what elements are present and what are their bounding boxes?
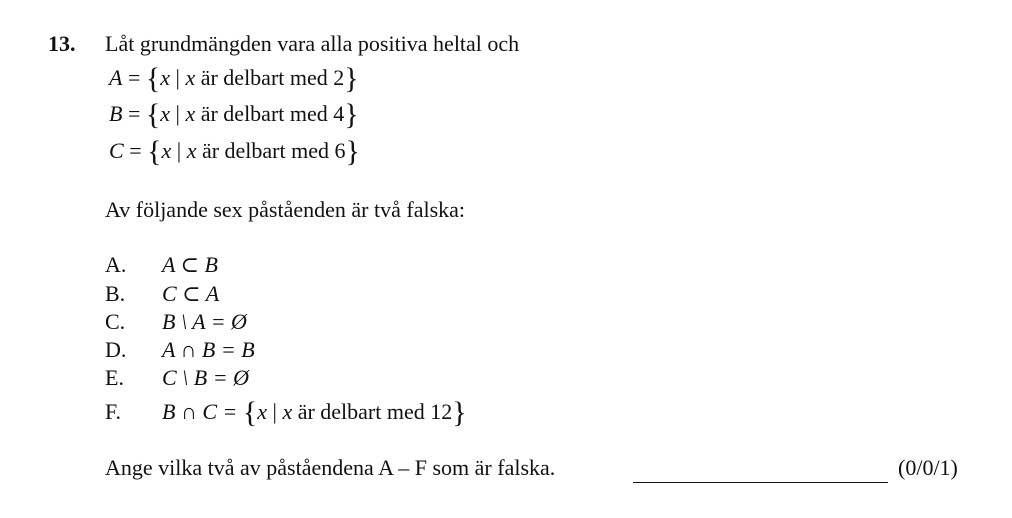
set-separator: | [171, 138, 187, 163]
answer-line[interactable] [633, 482, 888, 483]
close-brace: } [344, 98, 359, 131]
set-condition: är delbart med [196, 138, 335, 163]
option-letter: A. [105, 252, 127, 277]
open-brace: { [147, 135, 162, 168]
equals-sign: = [123, 138, 148, 163]
option-expression: A ∩ B = B [162, 337, 255, 362]
option-letter: F. [105, 399, 121, 424]
option-expression: C ⊂ A [162, 281, 220, 306]
points-label: (0/0/1) [898, 455, 958, 480]
set-condition: är delbart med [195, 101, 334, 126]
set-divisor: 2 [333, 65, 345, 90]
option-expression: A ⊂ B [162, 252, 218, 277]
set-name: A [109, 65, 123, 90]
option-letter: C. [105, 309, 126, 334]
set-separator: | [170, 65, 186, 90]
option-c [105, 309, 247, 335]
option-expression: B ∩ C = [162, 399, 243, 424]
set-variable: x [257, 399, 268, 424]
equals-sign: = [122, 101, 146, 126]
set-variable: x [185, 101, 196, 126]
set-divisor: 4 [333, 101, 345, 126]
set-variable: x [186, 138, 197, 163]
statement-intro: Av följande sex påståenden är två falska: [105, 197, 466, 222]
set-condition: är delbart med [195, 65, 334, 90]
set-definition-c [109, 135, 360, 169]
set-separator: | [170, 101, 186, 126]
set-condition: är delbart med 12 [292, 399, 453, 424]
option-letter: E. [105, 365, 124, 390]
option-a [105, 252, 218, 278]
option-d [105, 337, 255, 363]
set-name: C [109, 138, 124, 163]
set-variable: x [160, 101, 171, 126]
equals-sign: = [122, 65, 146, 90]
option-letter: B. [105, 281, 126, 306]
set-divisor: 6 [334, 138, 346, 163]
open-brace: { [242, 396, 258, 429]
open-brace: { [145, 98, 161, 131]
set-definition-b [109, 98, 359, 132]
option-b [105, 281, 219, 307]
option-f [105, 396, 467, 430]
close-brace: } [452, 396, 467, 429]
set-variable: x [282, 399, 293, 424]
option-e [105, 365, 249, 391]
set-name: B [109, 101, 123, 126]
set-variable: x [160, 65, 171, 90]
set-variable: x [161, 138, 172, 163]
close-brace: } [345, 135, 360, 168]
set-separator: | [267, 399, 283, 424]
question-intro: Låt grundmängden vara alla positiva heltal och [105, 31, 520, 56]
close-brace: } [344, 62, 359, 95]
question-number: 13. [48, 31, 76, 56]
option-expression: C \ B = Ø [162, 365, 249, 390]
set-definition-a [109, 62, 359, 96]
open-brace: { [145, 62, 161, 95]
option-expression: B \ A = Ø [162, 309, 247, 334]
answer-prompt: Ange vilka två av påståendena A – F som är falska. [105, 455, 556, 480]
option-letter: D. [105, 337, 127, 362]
set-variable: x [185, 65, 196, 90]
